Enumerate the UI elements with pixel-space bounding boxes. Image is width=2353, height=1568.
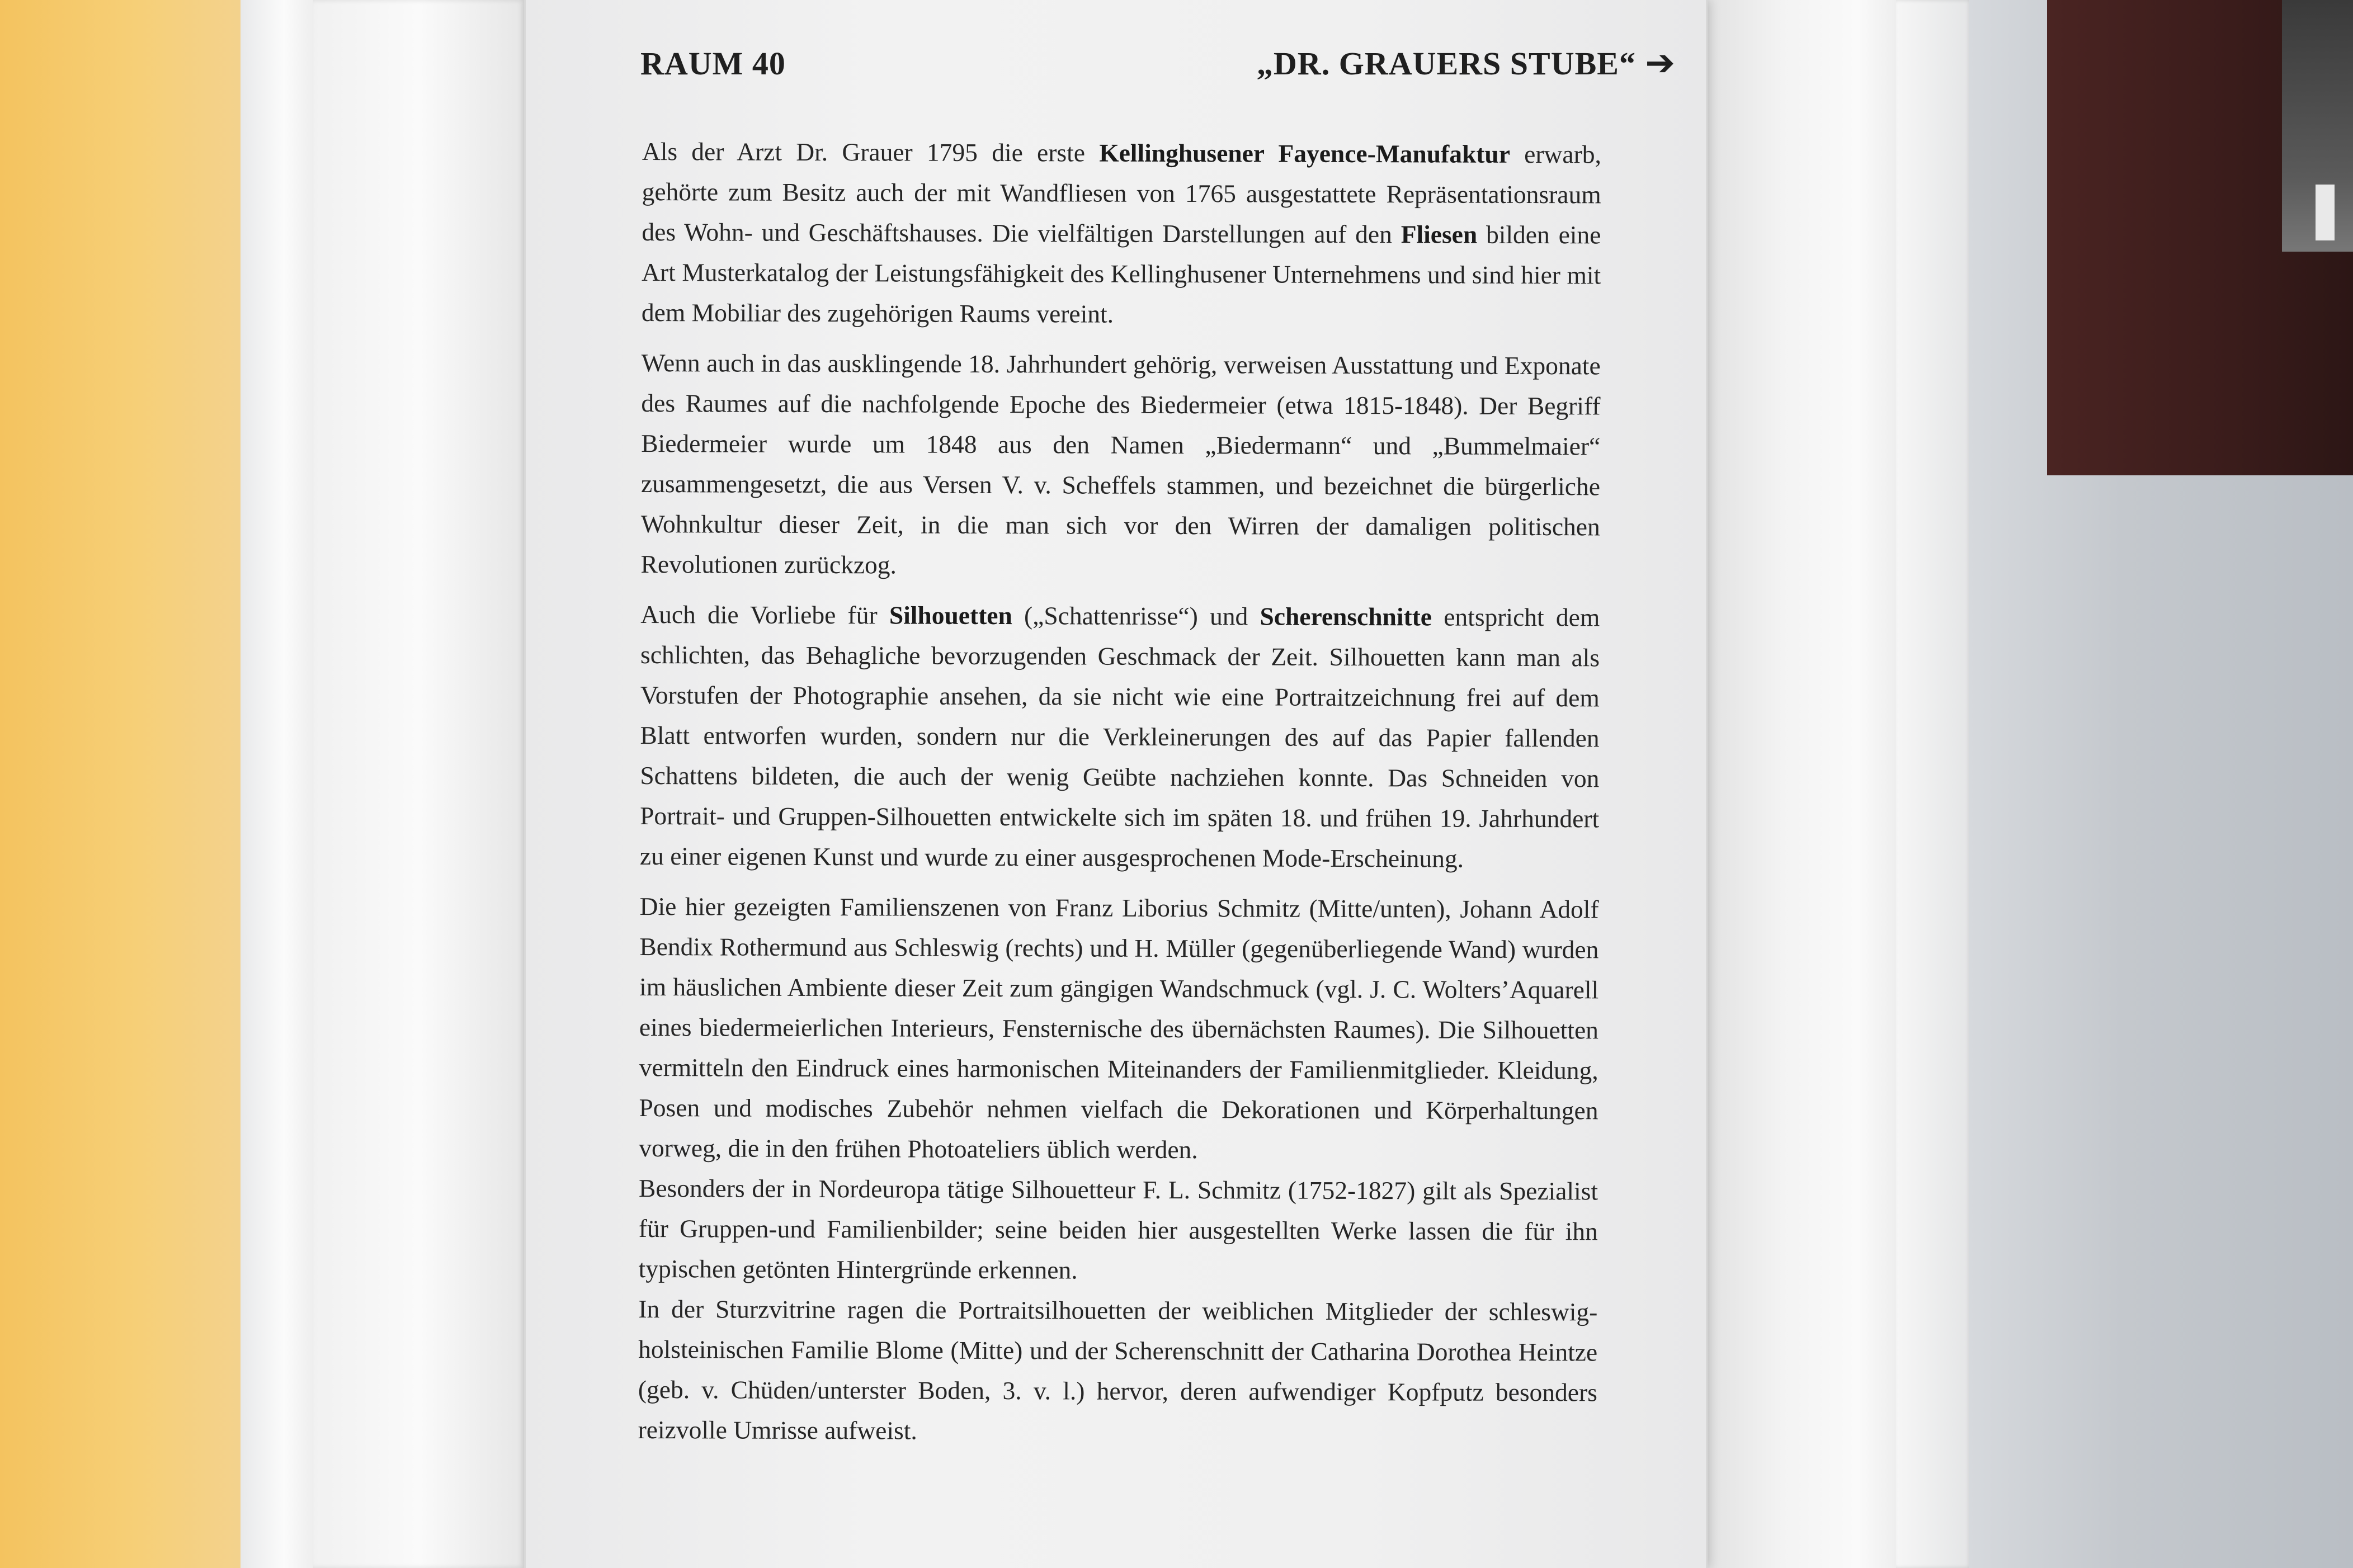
paragraph-3: Auch die Vorliebe für Silhouetten („Schattenrisse“) und Scherenschnitte entspricht dem schlichten, das Behagliche bevorzugenden Geschmack der Zeit. Silhouetten kann man als Vorstufen der Photographie ansehen, da sie nicht wie eine Portraitzeichnung frei auf dem Blatt entworfen wurden, sondern nur die Verkleinerungen des auf das Papier fallenden Schattens bildeten, die auch der wenig Geübte nachziehen konnte. Das Schneiden von Portrait- und Gruppen-Silhouetten entwickelte sich im späten 18. und frühen 19. Jahrhundert zu einer eigenen Kunst und wurde zu einer ausgesprochenen Mode-Erscheinung.	[639, 599, 1600, 873]
paragraph-2: Wenn auch in das ausklingende 18. Jahrhundert gehörig, verweisen Ausstattung und Exponate des Raumes auf die nachfolgende Epoche des Biedermeier (etwa 1815-1848). Der Begriff Biedermeier wurde um 1848 aus den Namen „Biedermann“ und „Bummelmaier“ zusammengesetzt, die aus Versen V. v. Scheffels stammen, und bezeichnet die bürgerliche Wohnkultur dieser Zeit, in die man sich vor den Wirren der damaligen politischen Revolutionen zurückzog.	[640, 348, 1601, 579]
picture-artwork	[2282, 0, 2353, 252]
yellow-wall	[0, 0, 246, 1568]
paragraph-4: Die hier gezeigten Familienszenen von Franz Liborius Schmitz (Mitte/unten), Johann Adolf Bendix Rothermund aus Schleswig (rechts) und H. Müller (gegenüberliegende Wand) wurden im häuslichen Ambiente dieser Zeit zum gängigen Wandschmuck (vgl. J. C. Wolters’Aquarell eines biedermeierlichen Interieurs, Fensternische des übernächsten Raumes). Die Silhouetten vermitteln den Eindruck eines harmonischen Miteinanders der Familienmitglieder. Kleidung, Posen und modisches Zubehör nehmen vielfach die Dekorationen und Körperhaltungen vorweg, die in den frühen Photoateliers üblich werden.	[639, 891, 1599, 1164]
room-title: „DR. GRAUERS STUBE“	[1256, 45, 1636, 82]
paragraph-5: Besonders der in Nordeuropa tätige Silhouetteur F. L. Schmitz (1752-1827) gilt als Spezialist für Gruppen-und Familienbilder; seine beiden hier ausgestellten Werke lassen die für ihn typischen getönten Hintergründe erkennen.	[638, 1173, 1598, 1284]
arrow-right-icon: ➔	[1645, 42, 1675, 84]
panel-text	[638, 131, 1601, 1453]
door-frame-left-outer	[241, 0, 313, 1568]
panel-header	[640, 42, 1675, 89]
door-frame-right-inner	[1706, 0, 1896, 1568]
paragraph-6: In der Sturzvitrine ragen die Portraitsilhouetten der weiblichen Mitglieder der schleswig-holsteinischen Familie Blome (Mitte) und der Scherenschnitt der Catharina Dorothea Heintze (geb. v. Chüden/unterster Boden, 3. v. l.) hervor, deren aufwendiger Kopfputz besonders reizvolle Umrisse aufweist.	[638, 1294, 1598, 1445]
paragraph-1: Als der Arzt Dr. Grauer 1795 die erste Kellinghusener Fayence-Manufaktur erwarb, gehörte zum Besitz auch der mit Wandfliesen von 1765 ausgestattete Repräsentationsraum des Wohn- und Geschäftshauses. Die vielfältigen Darstellungen auf den Fliesen bilden eine Art Musterkatalog der Leistungsfähigkeit des Kellinghusener Unternehmens und sind hier mit dem Mobiliar des zugehörigen Raums vereint.	[641, 136, 1601, 328]
room-number: RAUM 40	[640, 45, 786, 82]
door-frame-right-outer	[1896, 0, 1972, 1568]
door-frame-left-inner	[313, 0, 526, 1568]
